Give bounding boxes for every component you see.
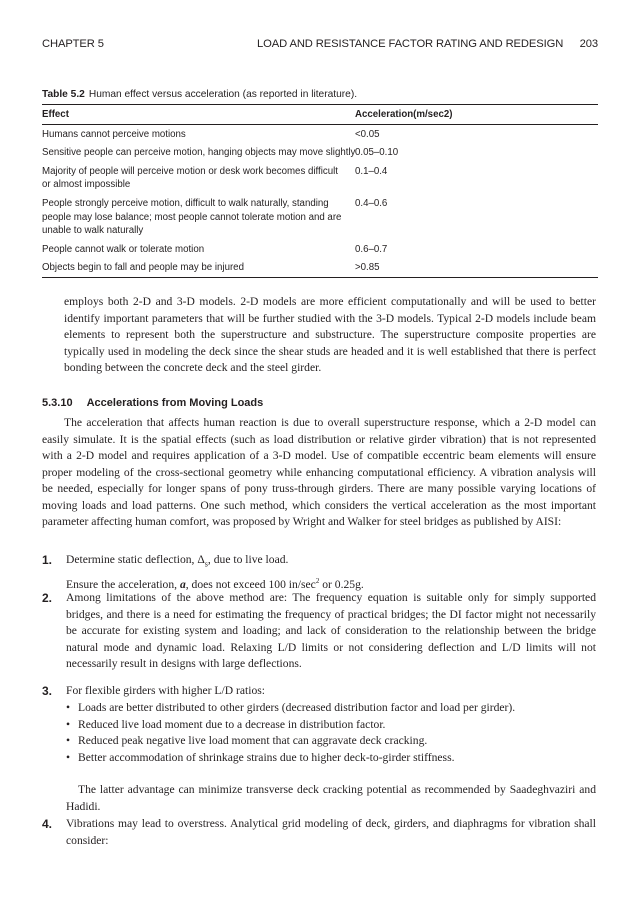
acceleration-cell: 0.05–0.10 xyxy=(355,147,399,159)
item-number: 2. xyxy=(42,591,53,605)
table-row xyxy=(42,125,598,144)
item-text: For flexible girders with higher L/D ratios: xyxy=(66,684,265,697)
acceleration-cell: <0.05 xyxy=(355,128,380,140)
column-header-effect: Effect xyxy=(42,109,69,120)
table-label: Table 5.2 xyxy=(42,89,85,100)
page-number: 203 xyxy=(579,38,598,50)
acceleration-cell: >0.85 xyxy=(355,262,380,274)
table-row xyxy=(42,162,598,194)
list-item xyxy=(42,816,596,849)
item-line: Ensure the acceleration, a, does not exceed 100 $in/\sec^2$ or 0.25g. xyxy=(66,576,364,591)
bullet-item: • Reduced live load moment due to a decrease in distribution factor. xyxy=(66,717,596,734)
chapter-label: CHAPTER 5 xyxy=(42,38,104,50)
bullet-item: • Reduced peak negative live load moment that can aggravate deck cracking. xyxy=(66,733,596,750)
section-title: Accelerations from Moving Loads xyxy=(86,397,264,409)
item-number: 1. xyxy=(42,553,53,567)
chapter-title: LOAD AND RESISTANCE FACTOR RATING AND REDESIGN xyxy=(257,38,564,50)
item-number: 4. xyxy=(42,817,53,831)
effect-cell: People strongly perceive motion, difficult to walk naturally, standing people may lose balance; most people cannot tolerate motion and are unable to walk naturally xyxy=(42,197,342,237)
bullet-item: • Better accommodation of shrinkage strains due to higher deck-to-girder stiffness. xyxy=(66,750,596,767)
table-row xyxy=(42,194,598,240)
item-closing-text: The latter advantage can minimize transverse deck cracking potential as recommended by Saadeghvaziri and Hadidi. xyxy=(66,783,596,813)
section-heading xyxy=(42,397,263,409)
table-caption xyxy=(42,89,357,100)
effect-cell: People cannot walk or tolerate motion xyxy=(42,243,205,255)
table-row xyxy=(42,143,598,162)
effect-cell: Sensitive people can perceive motion, hanging objects may move slightly xyxy=(42,147,356,159)
table-row xyxy=(42,240,598,259)
acceleration-paragraph: The acceleration that affects human reaction is due to overall superstructure response, which a 2-D model can easily simulate. It is the spatial effects (such as load distribution or relative girder vibration) that is not represented with a 2-D model and requires application of a 3-D model. Use of compatible eccentric beam elements will ensure proper modeling of the cross-sectional geometry while enhancing computational efficiency. A vibration analysis will be needed, especially for longer spans of pony truss-through girders. There are many possible varying locations of moving loads and load patterns. One such method, which considers the vertical acceleration as the most important parameter affecting human comfort, was proposed by Wright and Walker for steel bridges as published by AISI: xyxy=(42,416,596,528)
item-number: 3. xyxy=(42,684,53,698)
bullet-item: • Loads are better distributed to other girders (decreased distribution factor and load per girder). xyxy=(66,700,596,717)
effect-cell: Objects begin to fall and people may be injured xyxy=(42,262,244,274)
list-item xyxy=(42,590,596,673)
bullet-list xyxy=(66,700,596,766)
table-caption-text: Human effect versus acceleration (as reported in literature). xyxy=(88,89,358,100)
item-text: Among limitations of the above method are: The frequency equation is suitable only for simply supported bridges, and there is a need for estimating the frequency of practical bridges; the DI factor might not necessarily be accurate for existing system and loading; and lack of consideration to the relationship between the bridge natural mode and dynamic load. Relaxing L/D limits or not considering deflection and L/D limits will not necessarily result in designs with large deflections. xyxy=(66,591,596,670)
acceleration-cell: 0.4–0.6 xyxy=(355,197,388,209)
item-line: Determine static deflection, $\Delta_s$, due to live load. xyxy=(66,553,289,569)
effect-cell: Majority of people will perceive motion or desk work becomes difficult or almost impossible xyxy=(42,165,338,191)
section-number: 5.3.10 xyxy=(42,397,73,409)
acceleration-cell: 0.1–0.4 xyxy=(355,165,388,177)
table-bottom-rule xyxy=(42,277,598,278)
table-row xyxy=(42,258,598,277)
list-item xyxy=(42,552,596,593)
acceleration-table xyxy=(42,104,598,278)
item-text xyxy=(66,552,596,593)
column-header-acceleration: Acceleration(m/sec2) xyxy=(355,109,453,120)
running-header xyxy=(42,38,598,54)
list-item xyxy=(42,683,596,700)
item-text: Vibrations may lead to overstress. Analytical grid modeling of deck, girders, and diaphragms for vibration shall consider: xyxy=(66,817,596,847)
table-header-row xyxy=(42,105,598,124)
effect-cell: Humans cannot perceive motions xyxy=(42,128,186,140)
acceleration-cell: 0.6–0.7 xyxy=(355,243,388,255)
models-paragraph: employs both 2-D and 3-D models. 2-D models are more efficient computationally and will be used to better identify important parameters that will be further studied with the 3-D models. Typical 2-D models include beam elements to represent both the superstructure and substructure. The superstructure composite properties are typically used in modeling the deck since the shear studs are headed and it is well established that there is perfect bonding between the concrete deck and the steel girder. xyxy=(64,295,596,374)
